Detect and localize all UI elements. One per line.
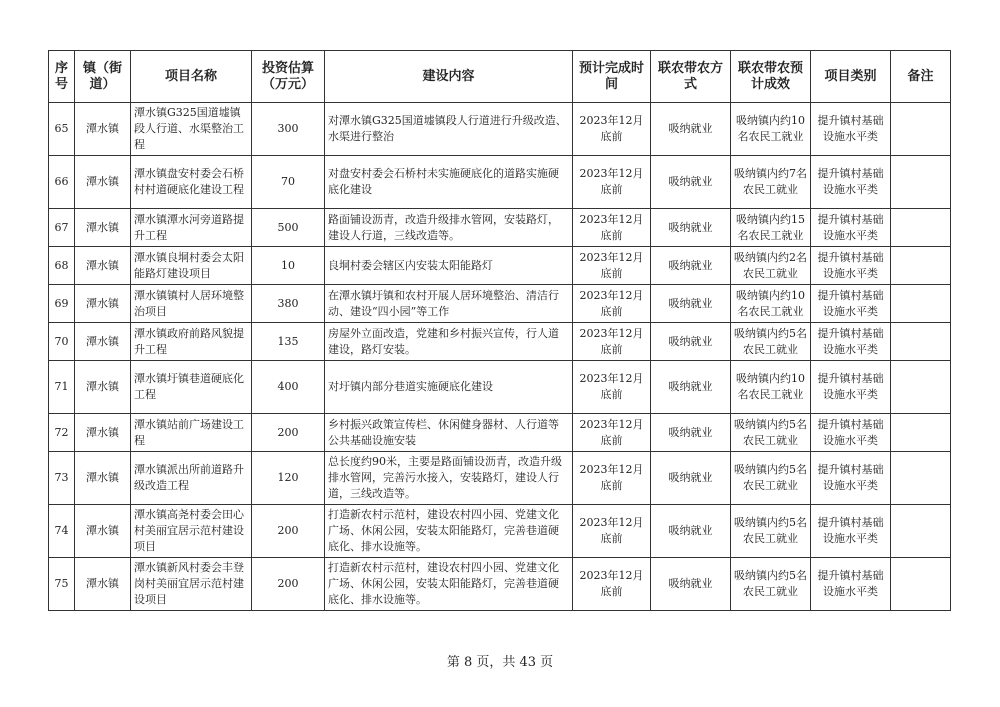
cell-town: 潭水镇 xyxy=(75,452,131,505)
cell-farmer-effect: 吸纳镇内约15名农民工就业 xyxy=(731,209,811,247)
cell-farmer-mode: 吸纳就业 xyxy=(651,361,731,414)
cell-category: 提升镇村基础设施水平类 xyxy=(811,505,891,558)
table-row xyxy=(49,361,951,414)
cell-investment: 120 xyxy=(252,452,325,505)
cell-farmer-mode: 吸纳就业 xyxy=(651,505,731,558)
cell-farmer-mode: 吸纳就业 xyxy=(651,558,731,611)
cell-category: 提升镇村基础设施水平类 xyxy=(811,558,891,611)
cell-no: 67 xyxy=(49,209,75,247)
cell-note xyxy=(891,156,951,209)
table-row xyxy=(49,285,951,323)
cell-investment: 300 xyxy=(252,103,325,156)
cell-project-name: 潭水镇圩镇巷道硬底化工程 xyxy=(131,361,252,414)
table-row xyxy=(49,323,951,361)
cell-content: 乡村振兴政策宣传栏、休闲健身器材、人行道等公共基础设施安装 xyxy=(325,414,573,452)
cell-finish-time: 2023年12月底前 xyxy=(573,558,651,611)
cell-finish-time: 2023年12月底前 xyxy=(573,156,651,209)
cell-content: 房屋外立面改造，党建和乡村振兴宣传，行人道建设，路灯安装。 xyxy=(325,323,573,361)
cell-content: 对圩镇内部分巷道实施硬底化建设 xyxy=(325,361,573,414)
cell-note xyxy=(891,414,951,452)
cell-finish-time: 2023年12月底前 xyxy=(573,209,651,247)
cell-project-name: 潭水镇良垌村委会太阳能路灯建设项目 xyxy=(131,247,252,285)
cell-no: 74 xyxy=(49,505,75,558)
cell-finish-time: 2023年12月底前 xyxy=(573,247,651,285)
cell-farmer-mode: 吸纳就业 xyxy=(651,209,731,247)
cell-town: 潭水镇 xyxy=(75,558,131,611)
cell-content: 打造新农村示范村，建设农村四小园、党建文化广场、休闲公园，安装太阳能路灯，完善巷道硬底化、排水设施等。 xyxy=(325,558,573,611)
cell-project-name: 潭水镇高尧村委会田心村美丽宜居示范村建设项目 xyxy=(131,505,252,558)
cell-investment: 400 xyxy=(252,361,325,414)
cell-no: 66 xyxy=(49,156,75,209)
table-row xyxy=(49,505,951,558)
cell-content: 打造新农村示范村，建设农村四小园、党建文化广场、休闲公园，安装太阳能路灯，完善巷道硬底化、排水设施等。 xyxy=(325,505,573,558)
cell-no: 73 xyxy=(49,452,75,505)
cell-farmer-mode: 吸纳就业 xyxy=(651,452,731,505)
cell-content: 对盘安村委会石桥村未实施硬底化的道路实施硬底化建设 xyxy=(325,156,573,209)
cell-town: 潭水镇 xyxy=(75,361,131,414)
header-no: 序号 xyxy=(49,51,75,103)
cell-no: 68 xyxy=(49,247,75,285)
header-farmer-mode: 联农带农方式 xyxy=(651,51,731,103)
cell-finish-time: 2023年12月底前 xyxy=(573,103,651,156)
cell-farmer-effect: 吸纳镇内约10名农民工就业 xyxy=(731,103,811,156)
header-town: 镇（街道） xyxy=(75,51,131,103)
header-farmer-effect: 联农带农预计成效 xyxy=(731,51,811,103)
cell-investment: 135 xyxy=(252,323,325,361)
cell-farmer-effect: 吸纳镇内约5名农民工就业 xyxy=(731,505,811,558)
cell-town: 潭水镇 xyxy=(75,103,131,156)
cell-note xyxy=(891,505,951,558)
cell-town: 潭水镇 xyxy=(75,323,131,361)
cell-content: 在潭水镇圩镇和农村开展人居环境整治、清洁行动、建设“四小园”等工作 xyxy=(325,285,573,323)
cell-project-name: 潭水镇镇村人居环境整治项目 xyxy=(131,285,252,323)
cell-no: 71 xyxy=(49,361,75,414)
header-note: 备注 xyxy=(891,51,951,103)
cell-no: 75 xyxy=(49,558,75,611)
project-table xyxy=(48,50,951,611)
table-row xyxy=(49,452,951,505)
cell-note xyxy=(891,323,951,361)
cell-category: 提升镇村基础设施水平类 xyxy=(811,103,891,156)
cell-note xyxy=(891,103,951,156)
cell-investment: 200 xyxy=(252,558,325,611)
cell-investment: 500 xyxy=(252,209,325,247)
header-content: 建设内容 xyxy=(325,51,573,103)
cell-town: 潭水镇 xyxy=(75,247,131,285)
cell-no: 65 xyxy=(49,103,75,156)
cell-category: 提升镇村基础设施水平类 xyxy=(811,323,891,361)
cell-investment: 380 xyxy=(252,285,325,323)
cell-project-name: 潭水镇潭水河旁道路提升工程 xyxy=(131,209,252,247)
cell-farmer-mode: 吸纳就业 xyxy=(651,285,731,323)
cell-project-name: 潭水镇派出所前道路升级改造工程 xyxy=(131,452,252,505)
header-investment: 投资估算（万元） xyxy=(252,51,325,103)
table-row xyxy=(49,209,951,247)
cell-farmer-mode: 吸纳就业 xyxy=(651,247,731,285)
table-row xyxy=(49,558,951,611)
cell-project-name: 潭水镇政府前路风貌提升工程 xyxy=(131,323,252,361)
cell-farmer-effect: 吸纳镇内约10名农民工就业 xyxy=(731,285,811,323)
cell-note xyxy=(891,285,951,323)
header-finish-time: 预计完成时间 xyxy=(573,51,651,103)
cell-content: 对潭水镇G325国道墟镇段人行道进行升级改造、水渠进行整治 xyxy=(325,103,573,156)
cell-category: 提升镇村基础设施水平类 xyxy=(811,414,891,452)
cell-category: 提升镇村基础设施水平类 xyxy=(811,156,891,209)
cell-investment: 200 xyxy=(252,414,325,452)
cell-farmer-effect: 吸纳镇内约5名农民工就业 xyxy=(731,452,811,505)
cell-note xyxy=(891,361,951,414)
cell-note xyxy=(891,247,951,285)
table-row xyxy=(49,414,951,452)
cell-finish-time: 2023年12月底前 xyxy=(573,452,651,505)
cell-category: 提升镇村基础设施水平类 xyxy=(811,209,891,247)
cell-category: 提升镇村基础设施水平类 xyxy=(811,247,891,285)
cell-category: 提升镇村基础设施水平类 xyxy=(811,452,891,505)
table-header-row xyxy=(49,51,951,103)
cell-no: 72 xyxy=(49,414,75,452)
header-category: 项目类别 xyxy=(811,51,891,103)
cell-category: 提升镇村基础设施水平类 xyxy=(811,361,891,414)
cell-note xyxy=(891,452,951,505)
cell-farmer-effect: 吸纳镇内约2名农民工就业 xyxy=(731,247,811,285)
cell-farmer-mode: 吸纳就业 xyxy=(651,103,731,156)
table-row xyxy=(49,103,951,156)
cell-content: 良垌村委会辖区内安装太阳能路灯 xyxy=(325,247,573,285)
cell-finish-time: 2023年12月底前 xyxy=(573,285,651,323)
cell-town: 潭水镇 xyxy=(75,209,131,247)
header-project-name: 项目名称 xyxy=(131,51,252,103)
cell-farmer-effect: 吸纳镇内约10名农民工就业 xyxy=(731,361,811,414)
cell-town: 潭水镇 xyxy=(75,414,131,452)
cell-project-name: 潭水镇盘安村委会石桥村村道硬底化建设工程 xyxy=(131,156,252,209)
cell-category: 提升镇村基础设施水平类 xyxy=(811,285,891,323)
cell-farmer-mode: 吸纳就业 xyxy=(651,414,731,452)
cell-farmer-effect: 吸纳镇内约5名农民工就业 xyxy=(731,414,811,452)
cell-note xyxy=(891,209,951,247)
cell-farmer-effect: 吸纳镇内约5名农民工就业 xyxy=(731,323,811,361)
cell-project-name: 潭水镇新风村委会丰登岗村美丽宜居示范村建设项目 xyxy=(131,558,252,611)
cell-farmer-effect: 吸纳镇内约5名农民工就业 xyxy=(731,558,811,611)
cell-finish-time: 2023年12月底前 xyxy=(573,323,651,361)
cell-finish-time: 2023年12月底前 xyxy=(573,361,651,414)
page-number: 第 8 页，共 43 页 xyxy=(446,655,554,670)
table-row xyxy=(49,156,951,209)
cell-note xyxy=(891,558,951,611)
cell-finish-time: 2023年12月底前 xyxy=(573,414,651,452)
cell-project-name: 潭水镇站前广场建设工程 xyxy=(131,414,252,452)
cell-investment: 70 xyxy=(252,156,325,209)
cell-project-name: 潭水镇G325国道墟镇段人行道、水渠整治工程 xyxy=(131,103,252,156)
cell-no: 70 xyxy=(49,323,75,361)
cell-finish-time: 2023年12月底前 xyxy=(573,505,651,558)
table-row xyxy=(49,247,951,285)
cell-farmer-effect: 吸纳镇内约7名农民工就业 xyxy=(731,156,811,209)
cell-no: 69 xyxy=(49,285,75,323)
cell-investment: 10 xyxy=(252,247,325,285)
cell-content: 总长度约90米，主要是路面铺设沥青，改造升级排水管网，完善污水接入，安装路灯，建设人行道，三线改造等。 xyxy=(325,452,573,505)
cell-town: 潭水镇 xyxy=(75,156,131,209)
cell-farmer-mode: 吸纳就业 xyxy=(651,323,731,361)
cell-town: 潭水镇 xyxy=(75,505,131,558)
cell-town: 潭水镇 xyxy=(75,285,131,323)
cell-content: 路面铺设沥青，改造升级排水管网，安装路灯，建设人行道，三线改造等。 xyxy=(325,209,573,247)
cell-investment: 200 xyxy=(252,505,325,558)
cell-farmer-mode: 吸纳就业 xyxy=(651,156,731,209)
